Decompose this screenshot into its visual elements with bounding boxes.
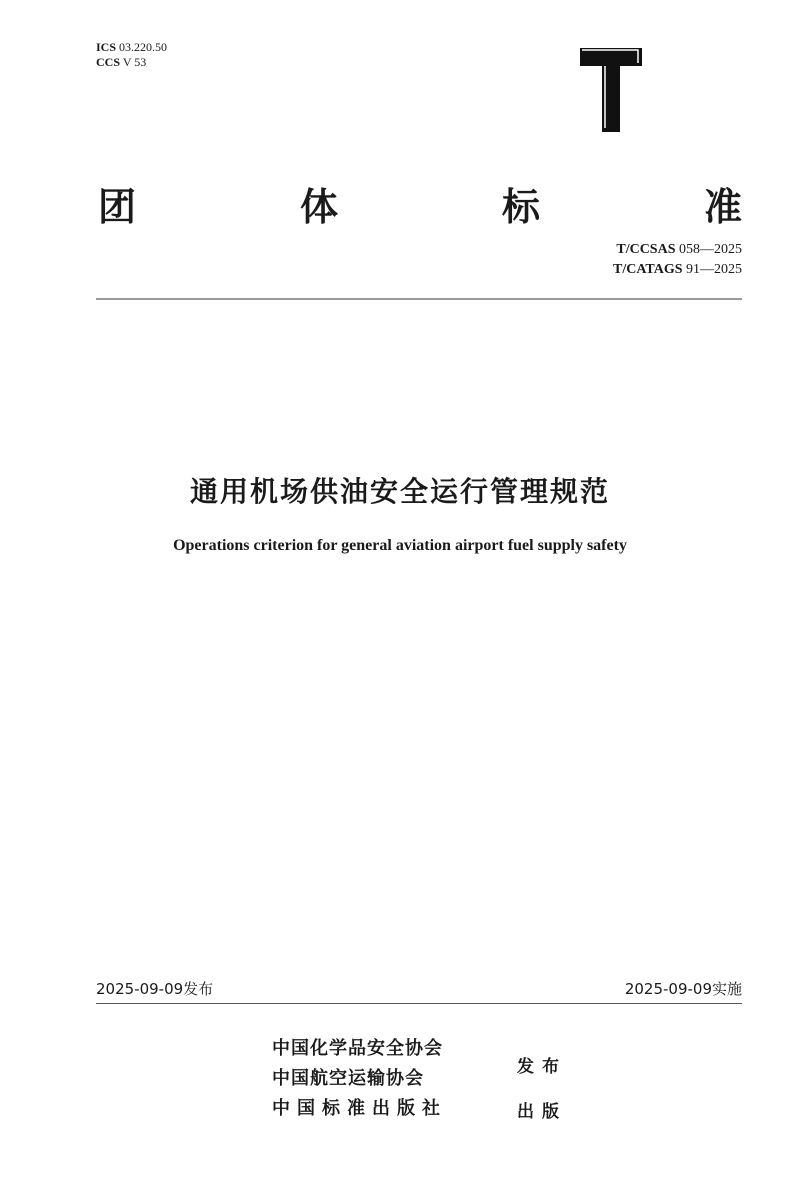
press-label: 出版 [517,1102,567,1122]
ics-ccs-block [96,40,167,70]
doc-type-char: 准 [703,185,742,229]
header-divider [96,298,742,300]
publisher-name: 中国航空运输协会 [272,1068,424,1089]
standard-code-prefix: T/CATAGS [613,262,683,277]
standard-code [613,240,742,260]
doc-type-char: 标 [501,185,540,229]
ics-label: ICS [96,40,117,54]
effective-date: 2025-09-09实施 [624,980,742,998]
publisher-name: 中国化学品安全协会 [272,1038,443,1059]
standard-codes [613,240,742,280]
doc-type-char: 体 [299,185,338,229]
doc-type-char: 团 [98,185,137,229]
title-chinese: 通用机场供油安全运行管理规范 [189,475,610,508]
letter-t-logo-icon [578,46,644,134]
ics-value: 03.220.50 [119,40,168,54]
standard-code-number: 058—2025 [679,242,742,257]
publisher-list [272,1034,447,1124]
standard-code-number: 91—2025 [686,262,742,277]
publish-label: 发布 [517,1057,567,1077]
publisher-name: 中国标准出版社 [272,1098,447,1119]
standard-code [613,260,742,280]
ccs-label: CCS [96,55,121,69]
title-english: Operations criterion for general aviation airport fuel supply safety [173,537,627,554]
standard-code-prefix: T/CCSAS [616,242,676,257]
footer-divider [96,1003,742,1004]
ccs-line [96,55,167,70]
ics-line [96,40,167,55]
document-type [98,176,742,231]
ccs-value: V 53 [122,55,147,69]
issue-date: 2025-09-09发布 [96,980,214,998]
